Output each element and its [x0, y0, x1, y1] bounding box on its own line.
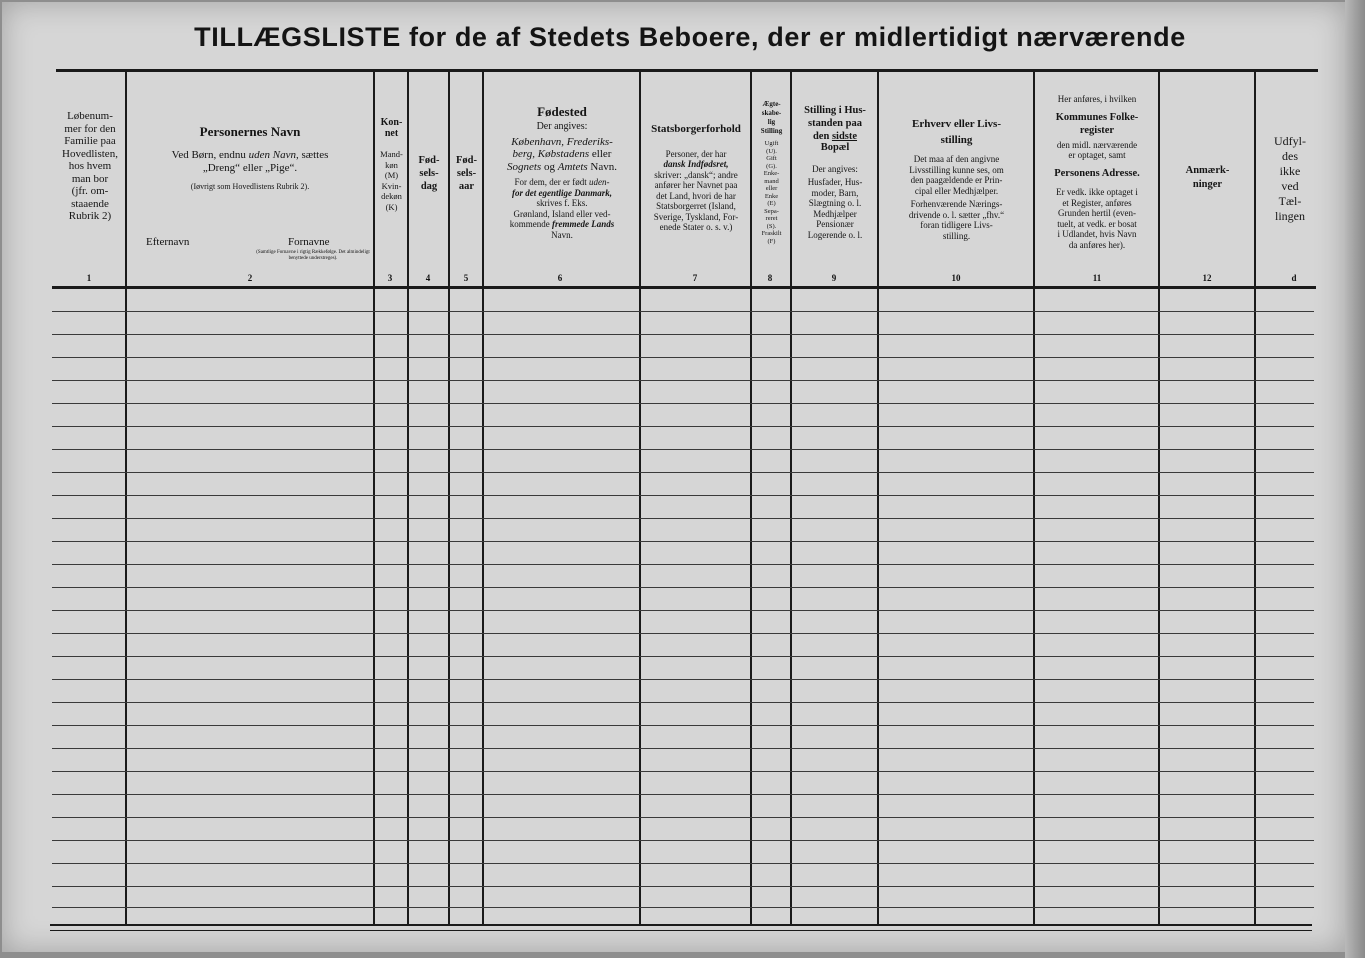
row-rule: [52, 518, 1314, 519]
column-3-header: Kon- net Mand- køn (M) Kvin- dekøn (K): [380, 117, 403, 212]
header-bottom-rule: [52, 286, 1316, 289]
column-number: 4: [425, 273, 431, 283]
column-number: 10: [951, 273, 961, 283]
column-10-header: Erhverv eller Livs- stilling Det maa af den angivne Livsstilling kunne ses, om den paagældende er Prin- cipal eller Medhjælper. Forhenværende Nærings- drivende o. l. sætter „fhv.“ foran tidligere Livs- stilling.: [908, 118, 1005, 241]
column-number: 6: [557, 273, 563, 283]
page-edge: [1345, 0, 1365, 958]
column-number: 1: [86, 273, 92, 283]
row-rule: [52, 702, 1314, 703]
row-rule: [52, 771, 1314, 772]
column-8-header: Ægte- skabe- lig Stilling Ugift (U). Gift (G). Enke- mand eller Enke (E) Sepa- reret (S). Fraskilt (F): [760, 100, 783, 245]
column-1-header: Løbenum- mer for den Familie paa Hovedlisten, hos hvem man bor (jfr. om- staaende Rubrik 2): [62, 110, 118, 222]
column-11-header: Her anføres, i hvilken Kommunes Folke- register den midl. nærværende er optaget, samt Personens Adresse. Er vedk. ikke optaget i et Register, anføres Grunden hertil (even- tuelt, at vedk. er bosat i Udlandet, hvis Navn da anføres her).: [1054, 94, 1140, 250]
row-rule: [52, 840, 1314, 841]
row-rule: [52, 863, 1314, 864]
row-rule: [52, 495, 1314, 496]
column-13-header: Udfyl- des ikke ved Tæl- lingen: [1274, 134, 1306, 223]
row-rule: [52, 403, 1314, 404]
column-6-header: Fødested Der angives: København, Frederiks- berg, Købstadens eller Sognets og Amtets Navn. For dem, der er født uden- for det egentlige Danmark, skrives f. Eks. Grønland, Island eller ved- kommende fremmede Lands Navn.: [506, 104, 617, 240]
row-rule: [52, 748, 1314, 749]
column-4-header: Fød- sels- dag: [418, 155, 440, 192]
column-9-header: Stilling i Hus- standen paa den sidste Bopæl Der angives: Husfader, Hus- moder, Barn, Slægtning o. l. Medhjælper Pensionær Logerende o. l.: [804, 105, 866, 240]
row-rule: [52, 725, 1314, 726]
column-12-header: Anmærk- ninger: [1185, 165, 1230, 190]
column-number: 7: [692, 273, 698, 283]
column-number: 3: [387, 273, 393, 283]
column-number: d: [1291, 273, 1297, 283]
column-number: 5: [463, 273, 469, 283]
row-rule: [52, 679, 1314, 680]
surname-subheader: Efternavn: [146, 236, 190, 248]
row-rule: [52, 334, 1314, 335]
top-rule: [56, 69, 1318, 72]
given-names-subheader: Fornavne: [288, 236, 330, 248]
column-7-header: Statsborgerforhold Personer, der har dansk Indfødsret, skriver: „dansk“; andre anfører her Navnet paa det Land, hvori de har Statsborgerret (Island, Sverige, Tyskland, For- enede Stater o. s. v.): [651, 123, 741, 232]
row-rule: [52, 794, 1314, 795]
row-rule: [52, 886, 1314, 887]
bottom-rule: [50, 924, 1312, 926]
form-title: TILLÆGSLISTE for de af Stedets Beboere, der er midlertidigt nærværende: [194, 22, 1186, 52]
row-rule: [52, 564, 1314, 565]
column-2-header: Personernes Navn Ved Børn, endnu uden Navn, sættes „Dreng“ eller „Pige“. (Iøvrigt som Hovedlistens Rubrik 2).: [171, 124, 329, 191]
row-rule: [52, 610, 1314, 611]
column-number: 11: [1092, 273, 1102, 283]
column-number: 8: [767, 273, 773, 283]
row-rule: [52, 817, 1314, 818]
column-number: 9: [831, 273, 837, 283]
row-rule: [52, 907, 1314, 908]
row-rule: [52, 311, 1314, 312]
row-rule: [52, 380, 1314, 381]
bottom-rule-2: [50, 930, 1312, 931]
row-rule: [52, 541, 1314, 542]
row-rule: [52, 656, 1314, 657]
row-rule: [52, 633, 1314, 634]
column-5-header: Fød- sels- aar: [456, 155, 477, 192]
row-rule: [52, 426, 1314, 427]
row-rule: [52, 472, 1314, 473]
column-number: 2: [247, 273, 253, 283]
row-rule: [52, 449, 1314, 450]
given-names-note: (Samtlige Fornavne i rigtig Rækkefølge. Det almindeligt benyttede understreges).: [256, 250, 370, 261]
row-rule: [52, 587, 1314, 588]
column-number: 12: [1202, 273, 1212, 283]
row-rule: [52, 357, 1314, 358]
column-divider: [448, 72, 450, 926]
